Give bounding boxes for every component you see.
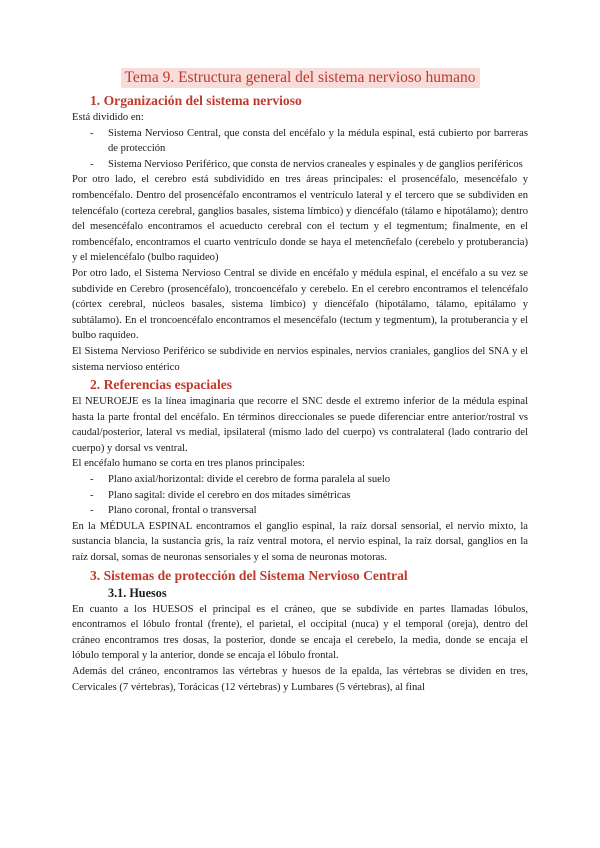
section-2-list	[72, 472, 528, 519]
list-item	[72, 472, 528, 488]
list-item-text: Sistema Nervioso Periférico, que consta de nervios craneales y espinales y de ganglios periféricos	[108, 158, 523, 170]
list-item	[72, 126, 528, 157]
subsection-3-1-paragraph-1: En cuanto a los HUESOS el principal es el cráneo, que se subdivide en partes llamadas lóbulos, encontramos el lóbulo frontal (frente), el parietal, el occipital (nuca) y el temporal (oreja), dentro del cráneo encontramos tres dosas, la posterior, donde se encaja el cerebelo, la media, donde se encaja el lóbulo temporal y la anterior, donde se encaja el lóbulo frontal.	[72, 603, 528, 662]
title-wrap	[72, 68, 528, 88]
list-item-text: Sistema Nervioso Central, que consta del encéfalo y la médula espinal, está cubierto por barreras de protección	[108, 127, 528, 155]
subsection-3-1-heading: 3.1. Huesos	[108, 585, 167, 600]
bullet-dash: -	[90, 158, 94, 170]
section-1-heading: 1. Organización del sistema nervioso	[90, 93, 302, 108]
bullet-dash: -	[90, 505, 94, 517]
list-item	[72, 503, 528, 519]
section-2-paragraph-1: El NEUROEJE es la línea imaginaria que recorre el SNC desde el extremo inferior de la médula espinal hasta la parte frontal del encéfalo. En términos direccionales se puede diferenciar entre anterior/rostral vs caudal/posterior, lateral vs medial, ipsilateral (mismo lado del cuerpo) vs contralateral (lado contrario del cuerpo) y dorsal vs ventral.	[72, 396, 528, 454]
list-item	[72, 488, 528, 504]
bullet-dash: -	[90, 127, 94, 139]
subsection-3-1-paragraph-2: Además del cráneo, encontramos las vértebras y huesos de la epalda, las vértebras se dividen en tres, Cervicales (7 vértebras), Torácicas (12 vértebras) y Lumbares (5 vértebras), al final	[72, 666, 528, 693]
section-1-intro: Está dividido en:	[72, 112, 144, 123]
bullet-dash: -	[90, 489, 94, 501]
section-1-list	[72, 126, 528, 173]
document-page	[72, 68, 528, 695]
section-3-heading: 3. Sistemas de protección del Sistema Nervioso Central	[90, 567, 408, 583]
document-title: Tema 9. Estructura general del sistema nervioso humano	[121, 68, 480, 88]
section-2-heading: 2. Referencias espaciales	[90, 377, 233, 393]
section-2-paragraph-2: El encéfalo humano se corta en tres planos principales:	[72, 458, 305, 470]
section-2-paragraph-3: En la MÉDULA ESPINAL encontramos el ganglio espinal, la raíz dorsal sensorial, el nervio mixto, la sustancia blancia, la sustancia gris, la raíz ventral motora, el nervio espinal, la raíz dorsal, ganglios en la raíz dorsal, somas de neuronas sensoriales y el soma de neuronas motoras.	[72, 520, 528, 564]
list-item-text: Plano axial/horizontal: divide el cerebro de forma paralela al suelo	[108, 474, 391, 486]
section-1-paragraph-2: Por otro lado, el Sistema Nervioso Central se divide en encéfalo y médula espinal, el encéfalo a su vez se subdivide en Cerebro (prosencéfalo), troncoencéfalo y cerebelo. En el cerebro encontramos el telencéfalo (córtex cerebral, núcleos basales, sistema límbico) y diencéfalo (hipotálamo, tálamo, epitálamo y subtálamo). En el troncoencéfalo encontramos el mesencéfalo (tectum y tegmentum), la protuberancia y el bulbo raquídeo.	[72, 267, 528, 342]
bullet-dash: -	[90, 474, 94, 486]
list-item-text: Plano sagital: divide el cerebro en dos mitades simétricas	[108, 489, 351, 501]
section-1-paragraph-1: Por otro lado, el cerebro está subdividido en tres áreas principales: el prosencéfalo, mesencéfalo y rombencéfalo. Dentro del prosencéfalo encontramos el ventrículo lateral y el tercero que se subdividen en telencéfalo (corteza cerebral, ganglios basales, sistema límbico) y diencéfalo (tálamo e hipotálamo); dentro del mesencéfalo encontramos el acueducto cerebral con el tectum y el tegmentum; finalmente, en el rombencéfalo, encontramos el cuarto ventrículo donde se haya el metencñefalo (cerebelo y protuberancia) y el mielencéfalo (bulbo raquideo)	[72, 174, 528, 264]
list-item-text: Plano coronal, frontal o transversal	[108, 505, 257, 517]
section-1-paragraph-3: El Sistema Nervioso Periférico se subdivide en nervios espinales, nervios craniales, ganglios del SNA y el sistema nervioso entérico	[72, 345, 528, 373]
list-item	[72, 157, 528, 173]
